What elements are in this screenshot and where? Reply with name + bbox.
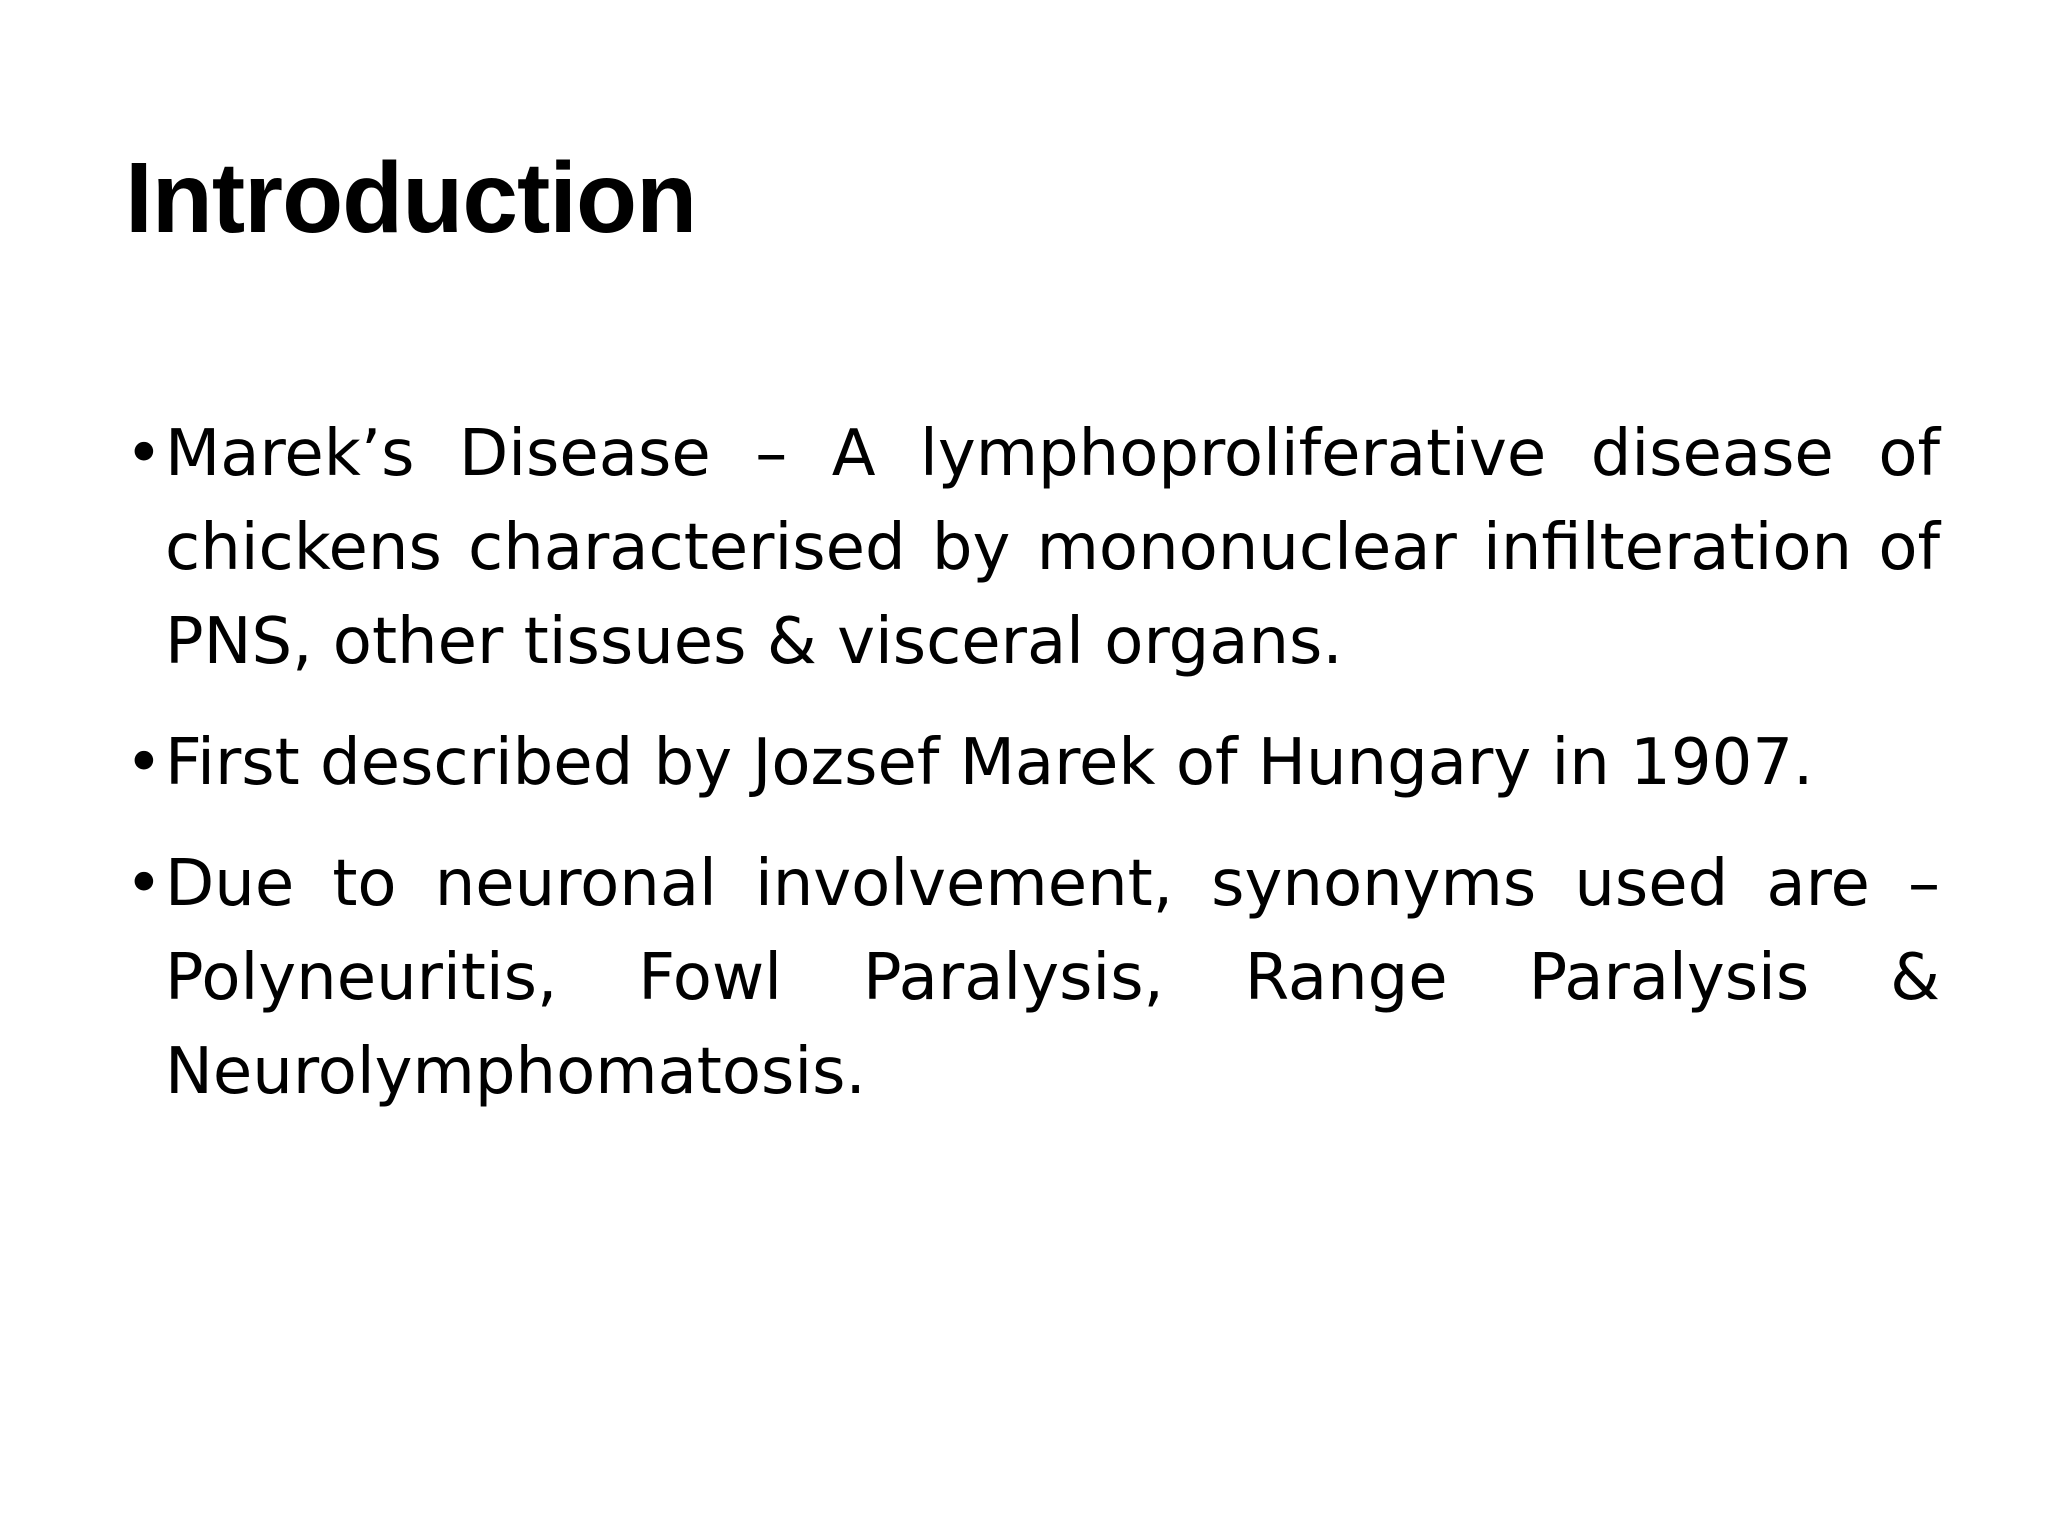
bullet-text-2: First described by Jozsef Marek of Hungary in 1907. xyxy=(165,726,1814,800)
bullet-item-1 xyxy=(125,407,1940,689)
slide-title: Introduction xyxy=(125,142,697,254)
bullet-item-2 xyxy=(125,716,1940,810)
bullet-text-1: Marek’s Disease – A lymphoproliferative disease of chickens characterised by mononuclear infilteration of PNS, other tissues & visceral organs. xyxy=(165,417,1940,679)
bullet-dot-icon: • xyxy=(125,847,163,921)
bullet-item-3 xyxy=(125,837,1940,1119)
bullet-dot-icon: • xyxy=(125,726,163,800)
bullet-dot-icon: • xyxy=(125,417,163,491)
bullet-text-3: Due to neuronal involvement, synonyms used are – Polyneuritis, Fowl Paralysis, Range Paralysis & Neurolymphomatosis. xyxy=(165,847,1940,1109)
bullet-list xyxy=(125,407,1940,1146)
